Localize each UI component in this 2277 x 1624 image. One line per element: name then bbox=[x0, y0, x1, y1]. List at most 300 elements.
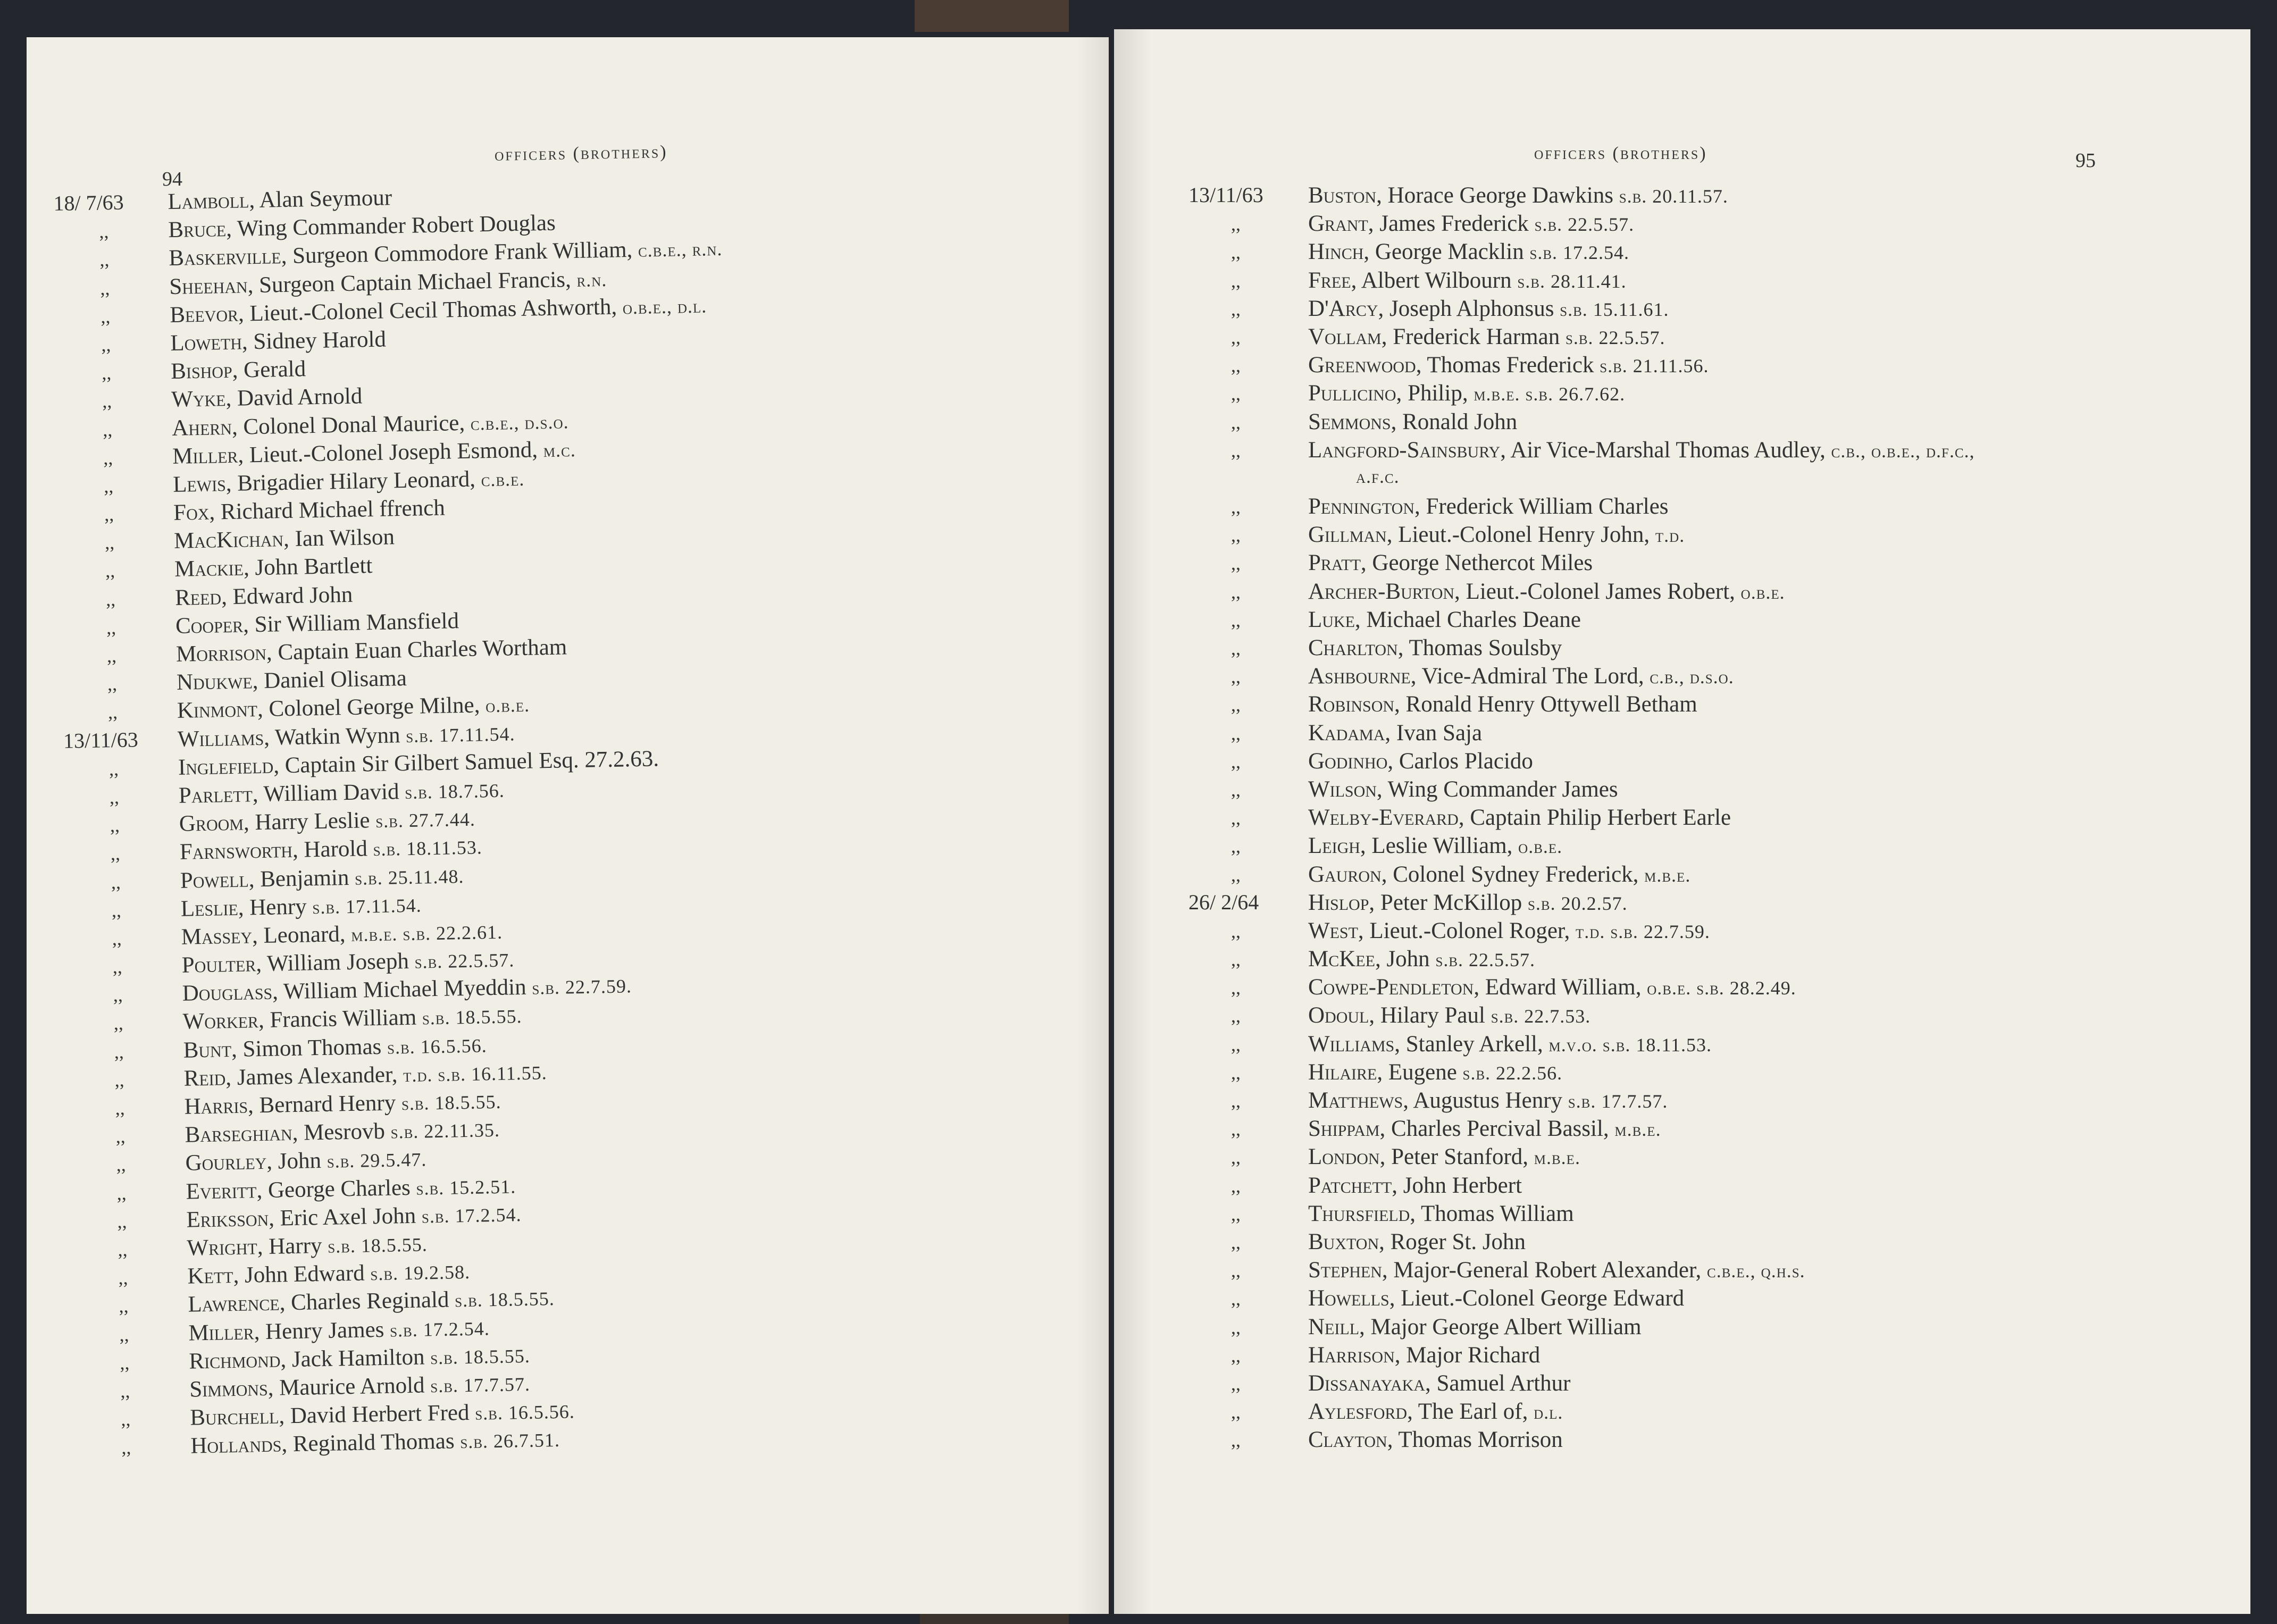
entry-forenames: Harold bbox=[298, 836, 374, 863]
entry-forenames: Henry James bbox=[259, 1317, 390, 1344]
entry-surname: Gauron, bbox=[1308, 861, 1387, 887]
entry-forenames: James Frederick bbox=[1374, 211, 1535, 237]
list-item bbox=[120, 1372, 531, 1405]
entry-honours: m.b.e. s.b. 22.2.61. bbox=[350, 921, 503, 945]
entry-forenames: Alan Seymour bbox=[254, 185, 392, 213]
entry-forenames: John Bartlett bbox=[249, 553, 373, 581]
entry-honours: m.b.e. s.b. 26.7.62. bbox=[1474, 383, 1626, 405]
entry-surname: Hinch, bbox=[1308, 239, 1370, 265]
entry-name bbox=[1308, 437, 1975, 463]
entry-forenames: George Charles bbox=[262, 1175, 416, 1203]
entry-surname: Miller, bbox=[172, 442, 244, 469]
entry-surname: Ashbourne, bbox=[1308, 664, 1417, 689]
ditto-mark: ,, bbox=[105, 560, 115, 582]
ditto-mark: ,, bbox=[106, 644, 117, 667]
entry-honours: s.b. 17.7.57. bbox=[430, 1373, 531, 1397]
entry-forenames: Michael Charles Deane bbox=[1360, 607, 1581, 632]
entry-surname: Bishop, bbox=[170, 357, 238, 384]
list-item bbox=[115, 1090, 501, 1122]
entry-honours: s.b. 17.2.54. bbox=[1529, 242, 1630, 264]
entry-forenames: Brigadier Hilary Leonard, bbox=[231, 466, 482, 496]
ditto-mark: ,, bbox=[114, 1069, 125, 1091]
entry-surname: Parlett, bbox=[178, 782, 258, 808]
entry-forenames: William Michael Myeddin bbox=[278, 974, 532, 1004]
ditto-mark: ,, bbox=[1231, 1260, 1241, 1282]
entry-surname: Powell, bbox=[180, 866, 255, 893]
ditto-mark: ,, bbox=[1231, 1090, 1241, 1111]
entry-surname: Howells, bbox=[1308, 1286, 1395, 1311]
entry-honours: o.b.e. s.b. 28.2.49. bbox=[1647, 977, 1796, 999]
entry-name bbox=[1308, 1399, 1563, 1425]
list-item bbox=[100, 266, 607, 302]
entry-surname: McKee, bbox=[1308, 947, 1381, 972]
entry-surname: Bunt, bbox=[183, 1036, 238, 1063]
ditto-mark: ,, bbox=[108, 758, 119, 780]
ditto-mark: ,, bbox=[1231, 949, 1241, 970]
ditto-mark: ,, bbox=[104, 532, 115, 554]
entry-surname: Wright, bbox=[187, 1234, 263, 1261]
entry-forenames: Simon Thomas bbox=[237, 1034, 388, 1062]
entry-name bbox=[187, 1230, 428, 1261]
list-item bbox=[111, 893, 422, 924]
entry-forenames: Carlos Placido bbox=[1393, 748, 1533, 774]
entry-name bbox=[1308, 493, 1669, 520]
page-number: 95 bbox=[2075, 149, 2096, 172]
entry-honours: o.b.e., d.l. bbox=[622, 295, 707, 319]
ditto-mark: ,, bbox=[119, 1295, 129, 1317]
ditto-mark: ,, bbox=[1231, 750, 1241, 772]
entry-forenames: Bernard Henry bbox=[253, 1090, 402, 1118]
entry-name bbox=[1308, 1427, 1563, 1453]
entry-surname: Buxton, bbox=[1308, 1229, 1385, 1254]
ditto-mark: ,, bbox=[1231, 1203, 1241, 1225]
entry-honours: s.b. 17.7.57. bbox=[1568, 1091, 1668, 1112]
entry-name bbox=[173, 495, 445, 526]
list-item bbox=[104, 495, 446, 528]
ditto-mark: ,, bbox=[1231, 1146, 1241, 1168]
ditto-mark: ,, bbox=[103, 475, 114, 497]
entry-name bbox=[188, 1285, 555, 1318]
entry-honours: t.d. bbox=[1655, 525, 1685, 547]
entry-forenames: Lieut.-Colonel Roger, bbox=[1363, 918, 1576, 943]
entry-name bbox=[175, 608, 459, 639]
ditto-mark: ,, bbox=[1231, 920, 1241, 942]
entry-forenames: John bbox=[272, 1148, 328, 1175]
entry-name bbox=[180, 863, 464, 894]
entry-forenames: Wing Commander Robert Douglas bbox=[231, 210, 556, 241]
ditto-mark: ,, bbox=[1231, 1372, 1241, 1394]
entry-surname: Greenwood, bbox=[1308, 353, 1422, 378]
entry-name bbox=[184, 1088, 501, 1120]
entry-honours: m.b.e. bbox=[1614, 1119, 1661, 1141]
ditto-mark: ,, bbox=[1231, 213, 1241, 235]
entry-surname: Luke, bbox=[1308, 607, 1361, 632]
entry-forenames: Reginald Thomas bbox=[287, 1428, 461, 1457]
entry-name bbox=[181, 946, 514, 978]
list-item bbox=[106, 608, 459, 641]
entry-surname: Kadama, bbox=[1308, 720, 1391, 746]
entry-surname: Patchett, bbox=[1308, 1173, 1397, 1198]
entry-name bbox=[176, 634, 567, 667]
ditto-mark: ,, bbox=[117, 1210, 127, 1232]
entry-surname: Robinson, bbox=[1308, 692, 1400, 717]
entry-forenames: Colonel George Milne, bbox=[263, 692, 486, 722]
entry-honours: m.b.e. bbox=[1644, 864, 1691, 886]
entry-honours: s.b. 18.5.55. bbox=[454, 1288, 555, 1311]
entry-honours: s.b. 21.11.56. bbox=[1600, 355, 1709, 377]
entry-name bbox=[1308, 239, 1629, 265]
ditto-mark: ,, bbox=[1231, 439, 1241, 461]
entry-surname: D'Arcy, bbox=[1308, 296, 1384, 321]
ditto-mark: ,, bbox=[105, 588, 116, 610]
entry-forenames: Philip, bbox=[1402, 381, 1474, 406]
entry-name bbox=[190, 1397, 575, 1430]
ditto-mark: ,, bbox=[1231, 1316, 1241, 1338]
entry-forenames: Major-General Robert Alexander, bbox=[1387, 1258, 1707, 1283]
entry-name bbox=[168, 185, 392, 215]
entry-surname: Shippam, bbox=[1308, 1116, 1386, 1142]
entry-surname: Barseghian, bbox=[185, 1120, 298, 1148]
entry-surname: Mackie, bbox=[174, 555, 250, 582]
entry-honours: r.n. bbox=[576, 269, 607, 291]
entry-honours: c.b., d.s.o. bbox=[1650, 666, 1734, 688]
list-item bbox=[102, 383, 363, 415]
entry-name bbox=[186, 1173, 516, 1204]
entry-surname: Grant, bbox=[1308, 211, 1374, 237]
entry-name bbox=[188, 1315, 490, 1346]
entry-name bbox=[181, 918, 503, 950]
entry-honours: s.b. 17.2.54. bbox=[421, 1203, 522, 1227]
entry-honours: o.b.e. bbox=[485, 694, 530, 717]
entry-forenames: Gerald bbox=[237, 356, 306, 383]
entry-forenames: Jack Hamilton bbox=[286, 1344, 431, 1372]
entry-name bbox=[1308, 550, 1593, 576]
left-page bbox=[27, 37, 1109, 1614]
entry-surname: Free, bbox=[1308, 267, 1357, 293]
entry-name bbox=[183, 1032, 487, 1063]
entry-forenames: Ivan Saja bbox=[1391, 720, 1483, 746]
entry-forenames: Lieut.-Colonel James Robert, bbox=[1460, 579, 1741, 604]
entry-surname: Williams, bbox=[177, 725, 270, 752]
entry-forenames: Major George Albert William bbox=[1364, 1314, 1642, 1340]
entry-surname: Burchell, bbox=[189, 1403, 285, 1430]
ditto-mark: ,, bbox=[112, 927, 122, 950]
entry-name bbox=[1308, 1342, 1540, 1368]
entry-date: 18/ 7/63 bbox=[53, 190, 124, 215]
entry-surname: Ndukwe, bbox=[176, 668, 258, 696]
right-page bbox=[1114, 29, 2250, 1614]
ditto-mark: ,, bbox=[120, 1380, 130, 1402]
page-number: 94 bbox=[162, 168, 182, 190]
entry-name bbox=[1308, 522, 1685, 548]
entry-forenames: George Macklin bbox=[1369, 239, 1530, 265]
entry-forenames: Samuel Arthur bbox=[1430, 1370, 1571, 1396]
entry-forenames: Frederick Harman bbox=[1387, 324, 1566, 349]
entry-surname: Pratt, bbox=[1308, 550, 1367, 576]
ditto-mark: ,, bbox=[113, 1012, 124, 1034]
entry-forenames: Harry bbox=[263, 1233, 328, 1259]
entry-honours: c.b.e. bbox=[481, 468, 525, 491]
entry-name bbox=[168, 210, 556, 243]
entry-honours: s.b. 22.2.56. bbox=[1462, 1062, 1563, 1084]
ditto-mark: ,, bbox=[1231, 864, 1241, 885]
entry-name bbox=[1308, 776, 1618, 802]
entry-forenames: Maurice Arnold bbox=[273, 1372, 431, 1401]
entry-surname: Worker, bbox=[182, 1008, 265, 1035]
ditto-mark: ,, bbox=[101, 362, 112, 384]
entry-honours: s.b. 27.7.44. bbox=[375, 808, 476, 832]
ditto-mark: ,, bbox=[100, 277, 110, 299]
entry-name bbox=[187, 1258, 470, 1290]
ditto-mark: ,, bbox=[103, 447, 113, 468]
entry-forenames: Peter McKillop bbox=[1375, 890, 1528, 915]
entry-name bbox=[1308, 324, 1665, 350]
entry-name bbox=[1308, 1285, 1684, 1311]
entry-forenames: Thomas Soulsby bbox=[1403, 635, 1562, 660]
gutter-shadow bbox=[1114, 29, 1151, 1614]
entry-surname: Morrison, bbox=[175, 640, 273, 667]
entry-surname: Welby-Everard, bbox=[1308, 805, 1464, 831]
entry-surname: Everitt, bbox=[186, 1177, 263, 1204]
entry-name bbox=[182, 973, 632, 1007]
entry-name bbox=[172, 436, 576, 470]
entry-forenames: Eric Axel John bbox=[274, 1203, 422, 1231]
entry-surname: Richmond, bbox=[188, 1346, 287, 1374]
ditto-mark: ,, bbox=[1231, 241, 1241, 263]
list-item bbox=[117, 1203, 522, 1235]
entry-surname: Semmons, bbox=[1308, 409, 1397, 434]
list-item bbox=[121, 1428, 560, 1461]
ditto-mark: ,, bbox=[102, 418, 113, 440]
ditto-mark: ,, bbox=[1231, 581, 1241, 602]
entry-surname: MacKichan, bbox=[173, 526, 290, 554]
ditto-mark: ,, bbox=[109, 786, 120, 808]
entry-forenames: Lieut.-Colonel George Edward bbox=[1395, 1286, 1685, 1311]
entry-name bbox=[1308, 890, 1628, 916]
entry-forenames: Captain Sir Gilbert Samuel Esq. 27.2.63. bbox=[279, 746, 659, 778]
ditto-mark: ,, bbox=[106, 616, 116, 639]
entry-honours: s.b. 18.5.55. bbox=[401, 1091, 501, 1115]
entry-forenames: Frederick William Charles bbox=[1420, 494, 1669, 520]
ditto-mark: ,, bbox=[1231, 298, 1241, 320]
entry-name bbox=[178, 777, 505, 809]
entry-honours: s.b. 15.11.61. bbox=[1560, 298, 1669, 320]
entry-name bbox=[1308, 833, 1562, 859]
ditto-mark: ,, bbox=[101, 305, 111, 328]
entry-surname: Thursfield, bbox=[1308, 1201, 1416, 1226]
list-item bbox=[105, 553, 373, 584]
entry-forenames: Watkin Wynn bbox=[269, 722, 406, 750]
entry-forenames: Colonel Sydney Frederick, bbox=[1387, 861, 1645, 887]
entry-surname: Buston, bbox=[1308, 183, 1382, 208]
entry-honours: s.b. 22.7.59. bbox=[532, 975, 632, 999]
entry-honours: o.b.e. bbox=[1518, 836, 1563, 858]
entry-name bbox=[177, 665, 407, 696]
entry-name bbox=[178, 720, 515, 752]
entry-name bbox=[1308, 1031, 1712, 1057]
ditto-mark: ,, bbox=[1231, 383, 1241, 405]
ditto-mark: ,, bbox=[1231, 977, 1241, 999]
ditto-mark: ,, bbox=[118, 1267, 128, 1289]
entry-forenames: Charles Percival Bassil, bbox=[1385, 1116, 1615, 1142]
entry-forenames: Francis William bbox=[264, 1004, 423, 1033]
entry-forenames: The Earl of, bbox=[1412, 1399, 1534, 1425]
entry-forenames: Surgeon Commodore Frank William, bbox=[286, 237, 639, 269]
entry-surname: Baskerville, bbox=[168, 244, 287, 271]
book-spine bbox=[915, 0, 1069, 32]
entry-surname: Archer-Burton, bbox=[1308, 579, 1460, 604]
entry-surname: Beevor, bbox=[169, 301, 245, 328]
entry-honours: m.v.o. s.b. 18.11.53. bbox=[1548, 1034, 1712, 1056]
entry-name bbox=[1308, 1201, 1574, 1227]
entry-forenames: Air Vice-Marshal Thomas Audley, bbox=[1505, 437, 1831, 463]
entry-name bbox=[1308, 211, 1634, 237]
ditto-mark: ,, bbox=[101, 333, 111, 356]
ditto-mark: ,, bbox=[1231, 524, 1241, 546]
entry-surname: Gillman, bbox=[1308, 522, 1393, 548]
ditto-mark: ,, bbox=[110, 814, 120, 836]
ditto-mark: ,, bbox=[1231, 553, 1241, 574]
entry-honours: s.b. 20.2.57. bbox=[1527, 892, 1628, 914]
entry-name bbox=[182, 1002, 522, 1035]
entry-honours: s.b. 18.5.55. bbox=[430, 1345, 531, 1368]
entry-forenames: Thomas William bbox=[1416, 1201, 1574, 1226]
entry-forenames: Henry bbox=[244, 893, 313, 920]
entry-forenames: Edward William, bbox=[1479, 975, 1647, 1000]
entry-name bbox=[1308, 861, 1690, 888]
entry-forenames: Vice-Admiral The Lord, bbox=[1416, 664, 1650, 689]
entry-name bbox=[1308, 1314, 1642, 1340]
list-item bbox=[103, 437, 576, 472]
entry-forenames: David Arnold bbox=[231, 383, 363, 412]
entry-surname: Bruce, bbox=[168, 216, 232, 243]
ditto-mark: ,, bbox=[121, 1436, 131, 1459]
entry-honours: s.b. 22.5.57. bbox=[1565, 327, 1665, 348]
ditto-mark: ,, bbox=[112, 956, 123, 978]
entry-surname: Sheehan, bbox=[169, 272, 254, 299]
entry-forenames: Joseph Alphonsus bbox=[1384, 296, 1560, 321]
entry-forenames: William David bbox=[258, 778, 405, 807]
entry-honours: s.b. 19.2.58. bbox=[370, 1261, 471, 1285]
entry-surname: Lamboll, bbox=[168, 188, 255, 214]
entry-name bbox=[1308, 918, 1710, 944]
entry-forenames: John bbox=[1380, 947, 1436, 972]
ditto-mark: ,, bbox=[1231, 355, 1241, 376]
list-item bbox=[107, 692, 530, 726]
entry-surname: Hislop, bbox=[1308, 890, 1375, 915]
entry-honours: s.b. 18.7.56. bbox=[404, 780, 505, 803]
ditto-mark: ,, bbox=[1231, 638, 1241, 659]
list-item bbox=[113, 1004, 522, 1037]
ditto-mark: ,, bbox=[120, 1352, 130, 1374]
entry-surname: Hilaire, bbox=[1308, 1059, 1383, 1085]
ditto-mark: ,, bbox=[102, 390, 112, 412]
entry-surname: Godinho, bbox=[1308, 748, 1394, 774]
ditto-mark: ,, bbox=[1231, 1033, 1241, 1055]
ditto-mark: ,, bbox=[121, 1408, 131, 1430]
entry-date: 13/11/63 bbox=[1188, 183, 1263, 207]
entry-name bbox=[171, 383, 363, 413]
ditto-mark: ,, bbox=[1231, 1429, 1241, 1451]
entry-honours: s.b. 17.11.54. bbox=[312, 894, 422, 918]
entry-surname: Miller, bbox=[188, 1319, 260, 1346]
entry-name bbox=[173, 465, 525, 498]
entry-surname: Fox, bbox=[173, 499, 215, 525]
entry-honours: s.b. 15.2.51. bbox=[416, 1175, 516, 1199]
entry-surname: Kinmont, bbox=[177, 697, 264, 724]
list-item bbox=[118, 1260, 471, 1292]
entry-name bbox=[1308, 748, 1533, 774]
ditto-mark: ,, bbox=[111, 899, 122, 921]
entry-name bbox=[1308, 1144, 1580, 1170]
entry-list bbox=[53, 185, 723, 1461]
entry-name bbox=[174, 553, 373, 582]
ditto-mark: ,, bbox=[107, 673, 118, 695]
entry-honours: c.b.e., d.s.o. bbox=[470, 411, 569, 434]
ditto-mark: ,, bbox=[115, 1097, 125, 1119]
entry-honours: s.b. 17.11.54. bbox=[405, 723, 515, 747]
entry-name bbox=[1308, 1370, 1571, 1396]
ditto-mark: ,, bbox=[113, 984, 123, 1006]
entry-honours: o.b.e. bbox=[1740, 581, 1785, 603]
entry-name bbox=[189, 1342, 530, 1375]
entry-forenames: Augustus Henry bbox=[1408, 1088, 1568, 1113]
ditto-mark: ,, bbox=[1231, 666, 1241, 688]
entry-forenames: Peter Stanford, bbox=[1385, 1144, 1534, 1170]
entry-surname: Charlton, bbox=[1308, 635, 1404, 660]
entry-forenames: Horace George Dawkins bbox=[1382, 183, 1619, 208]
entry-honours: s.b. 17.2.54. bbox=[389, 1317, 490, 1341]
entry-forenames: Mesrovb bbox=[297, 1118, 391, 1145]
entry-surname: Gourley, bbox=[185, 1149, 273, 1176]
entry-surname: Douglass, bbox=[182, 979, 279, 1006]
entry-name bbox=[1308, 1116, 1661, 1142]
entry-surname: Odoul, bbox=[1308, 1003, 1375, 1028]
entry-name bbox=[1308, 974, 1796, 1000]
entry-name bbox=[180, 891, 422, 922]
entry-surname: Lawrence, bbox=[188, 1290, 286, 1317]
entry-surname: Stephen, bbox=[1308, 1258, 1388, 1283]
entry-forenames: Hilary Paul bbox=[1375, 1003, 1491, 1028]
entry-forenames: David Herbert Fred bbox=[284, 1400, 475, 1429]
entry-name bbox=[1308, 409, 1517, 435]
entry-surname: Simmons, bbox=[189, 1375, 274, 1402]
ditto-mark: ,, bbox=[116, 1182, 127, 1204]
entry-name bbox=[1308, 267, 1627, 294]
entry-name bbox=[186, 1201, 522, 1233]
entry-honours: t.d. s.b. 16.11.55. bbox=[403, 1062, 548, 1086]
entry-honours: s.b. 16.5.56. bbox=[474, 1401, 575, 1424]
entry-forenames: Eugene bbox=[1383, 1059, 1463, 1085]
entry-honours: s.b. 22.7.53. bbox=[1491, 1006, 1591, 1027]
ditto-mark: ,, bbox=[116, 1154, 126, 1176]
list-item bbox=[109, 778, 505, 811]
ditto-mark: ,, bbox=[114, 1041, 124, 1062]
entry-surname: Poulter, bbox=[181, 951, 262, 978]
entry-forenames: Lieut.-Colonel Cecil Thomas Ashworth, bbox=[244, 294, 623, 327]
entry-forenames: Richard Michael ffrench bbox=[214, 495, 446, 525]
entry-honours: c.b.e., q.h.s. bbox=[1707, 1260, 1805, 1282]
entry-surname: Cooper, bbox=[175, 612, 249, 639]
ditto-mark: ,, bbox=[1231, 411, 1241, 433]
entry-date: 26/ 2/64 bbox=[1188, 890, 1259, 914]
list-item bbox=[106, 634, 567, 669]
list-item bbox=[99, 210, 556, 245]
entry-honours: s.b. 26.7.51. bbox=[459, 1429, 560, 1453]
entry-name bbox=[177, 691, 530, 724]
entry-forenames: John Edward bbox=[238, 1260, 371, 1288]
entry-surname: Groom, bbox=[179, 810, 250, 836]
